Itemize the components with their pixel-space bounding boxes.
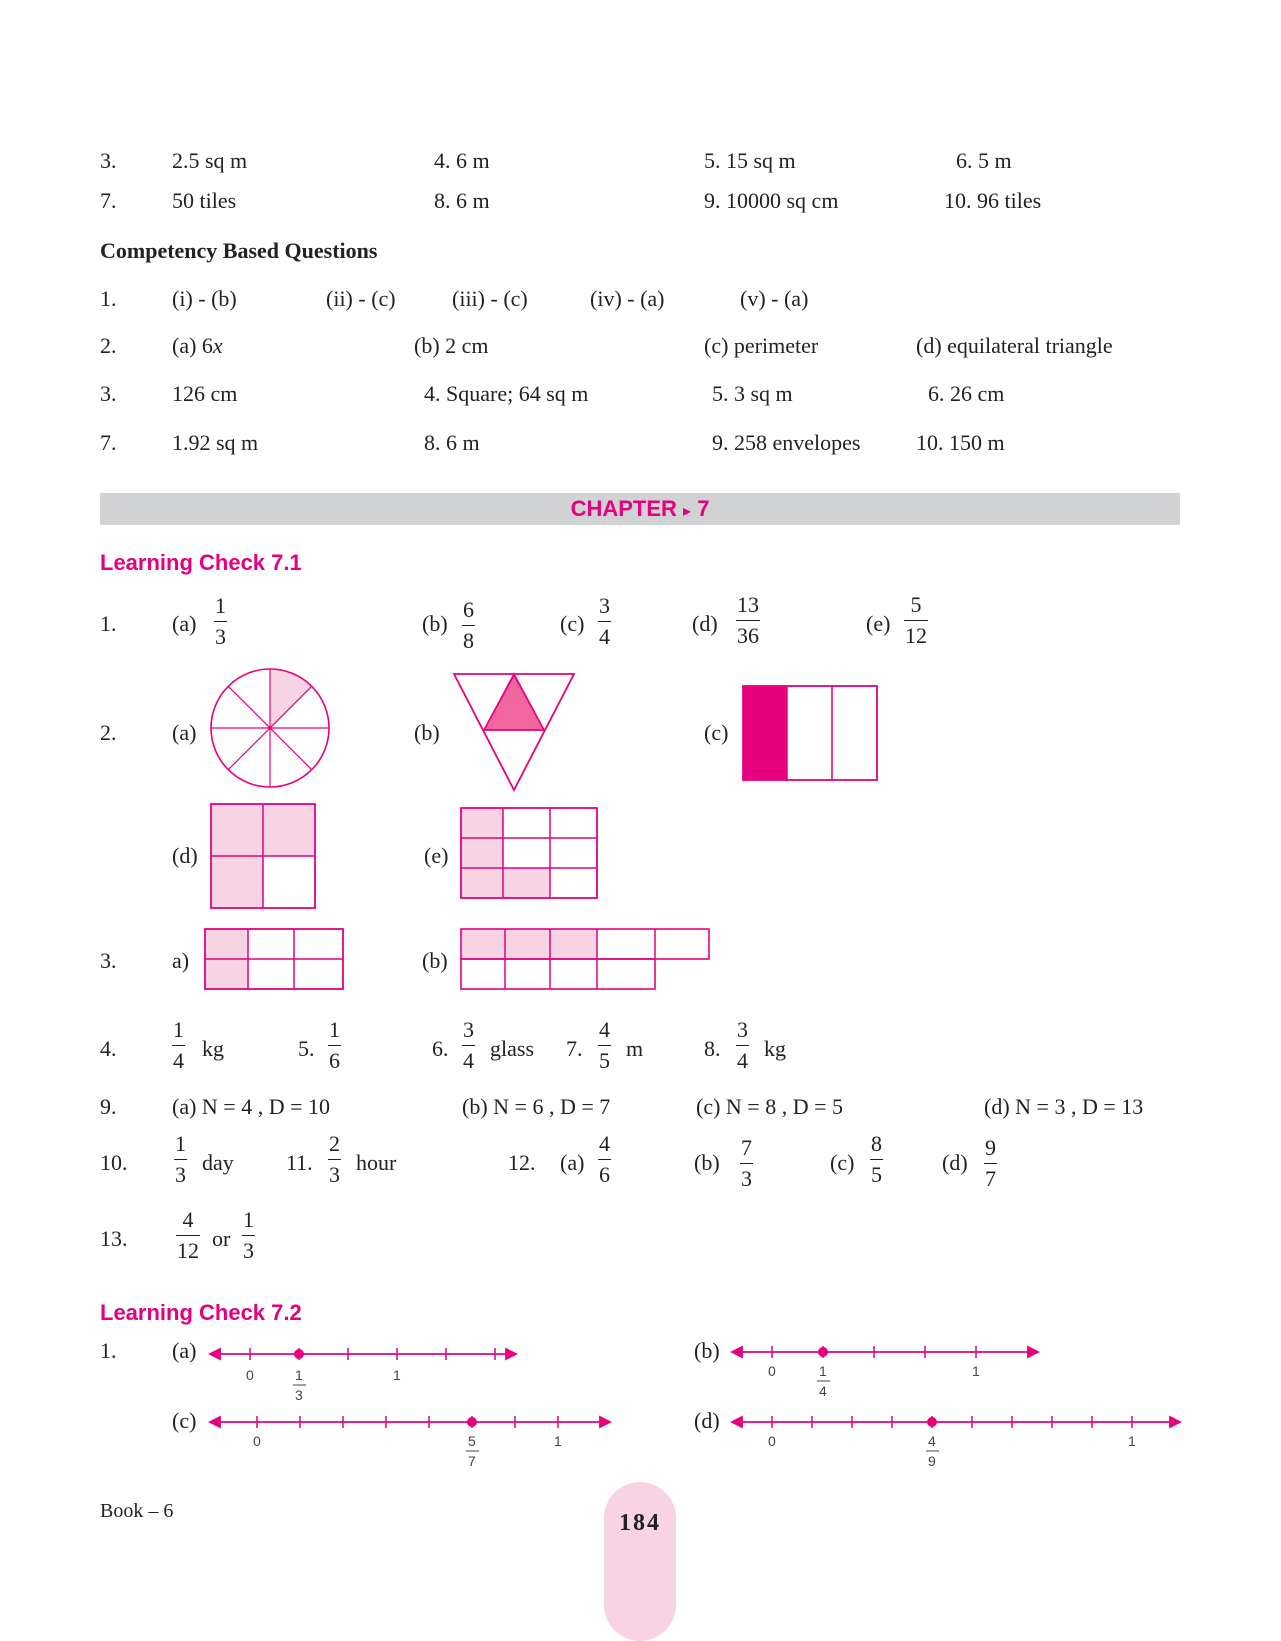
triangle-quarters-figure xyxy=(452,672,576,792)
part-label: (a) xyxy=(172,611,197,636)
part-label: (b) xyxy=(414,720,440,745)
answer: (d) equilateral triangle xyxy=(916,333,1113,358)
part-label: (b) xyxy=(422,611,448,636)
chapter-banner xyxy=(100,493,1180,525)
fraction xyxy=(172,1018,185,1073)
answer: (iv) - (a) xyxy=(590,286,665,311)
denominator: 3 xyxy=(215,624,226,649)
answer-num: 7. xyxy=(100,430,117,455)
denominator: 4 xyxy=(463,1048,474,1073)
numerator: 1 xyxy=(329,1017,340,1042)
answer-num: 1. xyxy=(100,611,117,636)
number-line-a xyxy=(210,1340,520,1410)
tick-label-num: 1 xyxy=(819,1363,827,1379)
part-label: (b) xyxy=(422,948,448,973)
answer: (c) N = 8 , D = 5 xyxy=(696,1094,844,1119)
answer-num: 3. xyxy=(100,381,117,406)
tick-label-den: 9 xyxy=(928,1453,936,1469)
numerator: 9 xyxy=(985,1135,996,1160)
numerator: 1 xyxy=(173,1017,184,1042)
denominator: 3 xyxy=(175,1162,186,1187)
answer: 6. 5 m xyxy=(956,148,1012,173)
answer: (i) - (b) xyxy=(172,286,237,311)
answer-num: 7. xyxy=(100,188,117,213)
answer-num: 10. xyxy=(100,1150,128,1175)
unit: m xyxy=(626,1036,644,1061)
part-label: (d) xyxy=(694,1408,720,1433)
answer: (iii) - (c) xyxy=(452,286,528,311)
tick-label-zero: 0 xyxy=(768,1433,776,1449)
numerator: 4 xyxy=(182,1207,194,1232)
answer-num: 3. xyxy=(100,948,117,973)
tick-label-den: 3 xyxy=(295,1387,303,1403)
unit: kg xyxy=(202,1036,224,1061)
answer-num: 13. xyxy=(100,1226,128,1251)
number-line-b xyxy=(732,1338,1044,1408)
answer: (a) 6x xyxy=(172,333,223,358)
fraction xyxy=(328,1132,341,1187)
tick-label-zero: 0 xyxy=(246,1367,254,1383)
strip-fraction-figure xyxy=(460,928,710,990)
answer-num: 7. xyxy=(566,1036,583,1061)
numerator: 4 xyxy=(599,1131,610,1156)
square-quarters-figure xyxy=(210,803,316,909)
answer-num: 5. xyxy=(298,1036,315,1061)
tick-label-num: 5 xyxy=(468,1433,476,1449)
answer: 8. 6 m xyxy=(424,430,480,455)
answer: 5. 3 sq m xyxy=(712,381,793,406)
circle-eighths-figure xyxy=(208,666,332,790)
fraction xyxy=(736,1018,749,1073)
numerator: 2 xyxy=(329,1131,340,1156)
part-label: (d) xyxy=(172,843,198,868)
tick-label-one: 1 xyxy=(554,1433,562,1449)
numerator: 13 xyxy=(737,592,759,617)
answer-num: 11. xyxy=(286,1150,313,1175)
tick-label-one: 1 xyxy=(972,1363,980,1379)
fraction xyxy=(598,1132,611,1187)
part-label: (c) xyxy=(704,720,729,745)
answer: 4. Square; 64 sq m xyxy=(424,381,589,406)
denominator: 6 xyxy=(599,1162,610,1187)
point-marker xyxy=(818,1347,828,1357)
denominator: 12 xyxy=(177,1238,199,1263)
part-label: (c) xyxy=(172,1408,197,1433)
unit: day xyxy=(202,1150,234,1175)
fraction xyxy=(214,594,227,649)
fraction xyxy=(598,594,611,649)
answer: 2.5 sq m xyxy=(172,148,248,173)
answer: (ii) - (c) xyxy=(326,286,396,311)
tick-label-one: 1 xyxy=(1128,1433,1136,1449)
numerator: 8 xyxy=(871,1131,882,1156)
answer-num: 2. xyxy=(100,720,117,745)
fraction xyxy=(904,593,928,648)
answer: (b) 2 cm xyxy=(414,333,489,358)
answer: (d) N = 3 , D = 13 xyxy=(984,1094,1144,1119)
part-label: (b) xyxy=(694,1150,720,1175)
denominator: 5 xyxy=(871,1162,882,1187)
fraction xyxy=(174,1132,187,1187)
denominator: 12 xyxy=(905,623,927,648)
answer: 9. 10000 sq cm xyxy=(704,188,839,213)
number-line-d xyxy=(732,1408,1186,1480)
denominator: 4 xyxy=(173,1048,184,1073)
lc72-title: Learning Check 7.2 xyxy=(100,1300,302,1325)
fraction xyxy=(598,1018,611,1073)
part-label: (b) xyxy=(694,1338,720,1363)
numerator: 4 xyxy=(599,1017,610,1042)
part-label: a) xyxy=(172,948,190,973)
part-label: (c) xyxy=(830,1150,855,1175)
tick-label-num: 4 xyxy=(928,1433,936,1449)
fraction xyxy=(870,1132,883,1187)
grid-3x3-figure xyxy=(460,807,598,899)
point-marker xyxy=(294,1349,304,1359)
tick-label-one: 1 xyxy=(393,1367,401,1383)
answer: (b) N = 6 , D = 7 xyxy=(462,1094,611,1119)
point-marker xyxy=(927,1417,937,1427)
point-marker xyxy=(467,1417,477,1427)
fraction xyxy=(984,1136,997,1191)
page-number-tab xyxy=(604,1482,676,1641)
answer: 10. 96 tiles xyxy=(944,188,1042,213)
answer: 6. 26 cm xyxy=(928,381,1005,406)
answer: (c) perimeter xyxy=(704,333,819,358)
denominator: 3 xyxy=(243,1238,254,1263)
fraction xyxy=(736,593,760,648)
fraction xyxy=(242,1208,255,1263)
grid-2x3-figure xyxy=(204,928,344,990)
numerator: 7 xyxy=(741,1135,752,1160)
part-label: (e) xyxy=(866,611,891,636)
numerator: 3 xyxy=(599,593,610,618)
numerator: 1 xyxy=(243,1207,254,1232)
tick-label-num: 1 xyxy=(295,1367,303,1383)
tick-label-zero: 0 xyxy=(253,1433,261,1449)
part-label: (a) xyxy=(560,1150,585,1175)
part-label: (d) xyxy=(692,611,718,636)
chapter-arrow-icon: ▸ xyxy=(683,503,692,520)
rectangle-thirds-figure xyxy=(742,685,878,781)
lc71-title: Learning Check 7.1 xyxy=(100,550,302,575)
numerator: 3 xyxy=(737,1017,748,1042)
tick-label-den: 4 xyxy=(819,1383,827,1399)
answer: 10. 150 m xyxy=(916,430,1005,455)
chapter-number: 7 xyxy=(697,496,710,521)
chapter-label: CHAPTER xyxy=(570,496,677,521)
answer: 5. 15 sq m xyxy=(704,148,796,173)
numerator: 6 xyxy=(463,597,474,622)
denominator: 4 xyxy=(737,1048,748,1073)
unit: kg xyxy=(764,1036,786,1061)
answer: 1.92 sq m xyxy=(172,430,259,455)
part-label: (a) xyxy=(172,720,197,745)
answer: 8. 6 m xyxy=(434,188,490,213)
page-number: 184 xyxy=(619,1510,661,1536)
unit: glass xyxy=(490,1036,534,1061)
answer-num: 8. xyxy=(704,1036,721,1061)
answer: (v) - (a) xyxy=(740,286,809,311)
part-label: (c) xyxy=(560,611,585,636)
fraction xyxy=(740,1136,753,1191)
denominator: 6 xyxy=(329,1048,340,1073)
answer-num: 3. xyxy=(100,148,117,173)
numerator: 5 xyxy=(910,592,922,617)
fraction xyxy=(462,1018,475,1073)
answer-num: 4. xyxy=(100,1036,117,1061)
fraction xyxy=(176,1208,200,1263)
chapter-title xyxy=(100,496,1180,522)
answer-num: 6. xyxy=(432,1036,449,1061)
or-text: or xyxy=(212,1226,231,1251)
numerator: 1 xyxy=(215,593,226,618)
tick-label-zero: 0 xyxy=(768,1363,776,1379)
denominator: 8 xyxy=(463,628,474,653)
answer: (a) N = 4 , D = 10 xyxy=(172,1094,331,1119)
answer-num: 9. xyxy=(100,1094,117,1119)
part-label: (a) xyxy=(172,1338,197,1363)
answer-num: 1. xyxy=(100,286,117,311)
answer-num: 12. xyxy=(508,1150,536,1175)
answer: 50 tiles xyxy=(172,188,237,213)
answer: 9. 258 envelopes xyxy=(712,430,861,455)
denominator: 3 xyxy=(741,1166,752,1191)
denominator: 36 xyxy=(737,623,759,648)
book-label: Book – 6 xyxy=(100,1500,174,1522)
number-line-c xyxy=(210,1408,614,1480)
fraction xyxy=(462,598,475,653)
cbq-title: Competency Based Questions xyxy=(100,238,378,263)
denominator: 3 xyxy=(329,1162,340,1187)
answer: 126 cm xyxy=(172,381,238,406)
answer-num: 1. xyxy=(100,1338,117,1363)
part-label: (d) xyxy=(942,1150,968,1175)
numerator: 3 xyxy=(463,1017,474,1042)
denominator: 4 xyxy=(599,624,610,649)
unit: hour xyxy=(356,1150,397,1175)
tick-label-den: 7 xyxy=(468,1453,476,1469)
part-label: (e) xyxy=(424,843,449,868)
denominator: 7 xyxy=(985,1166,996,1191)
answer-num: 2. xyxy=(100,333,117,358)
numerator: 1 xyxy=(175,1131,186,1156)
answer: 4. 6 m xyxy=(434,148,490,173)
fraction xyxy=(328,1018,341,1073)
denominator: 5 xyxy=(599,1048,610,1073)
